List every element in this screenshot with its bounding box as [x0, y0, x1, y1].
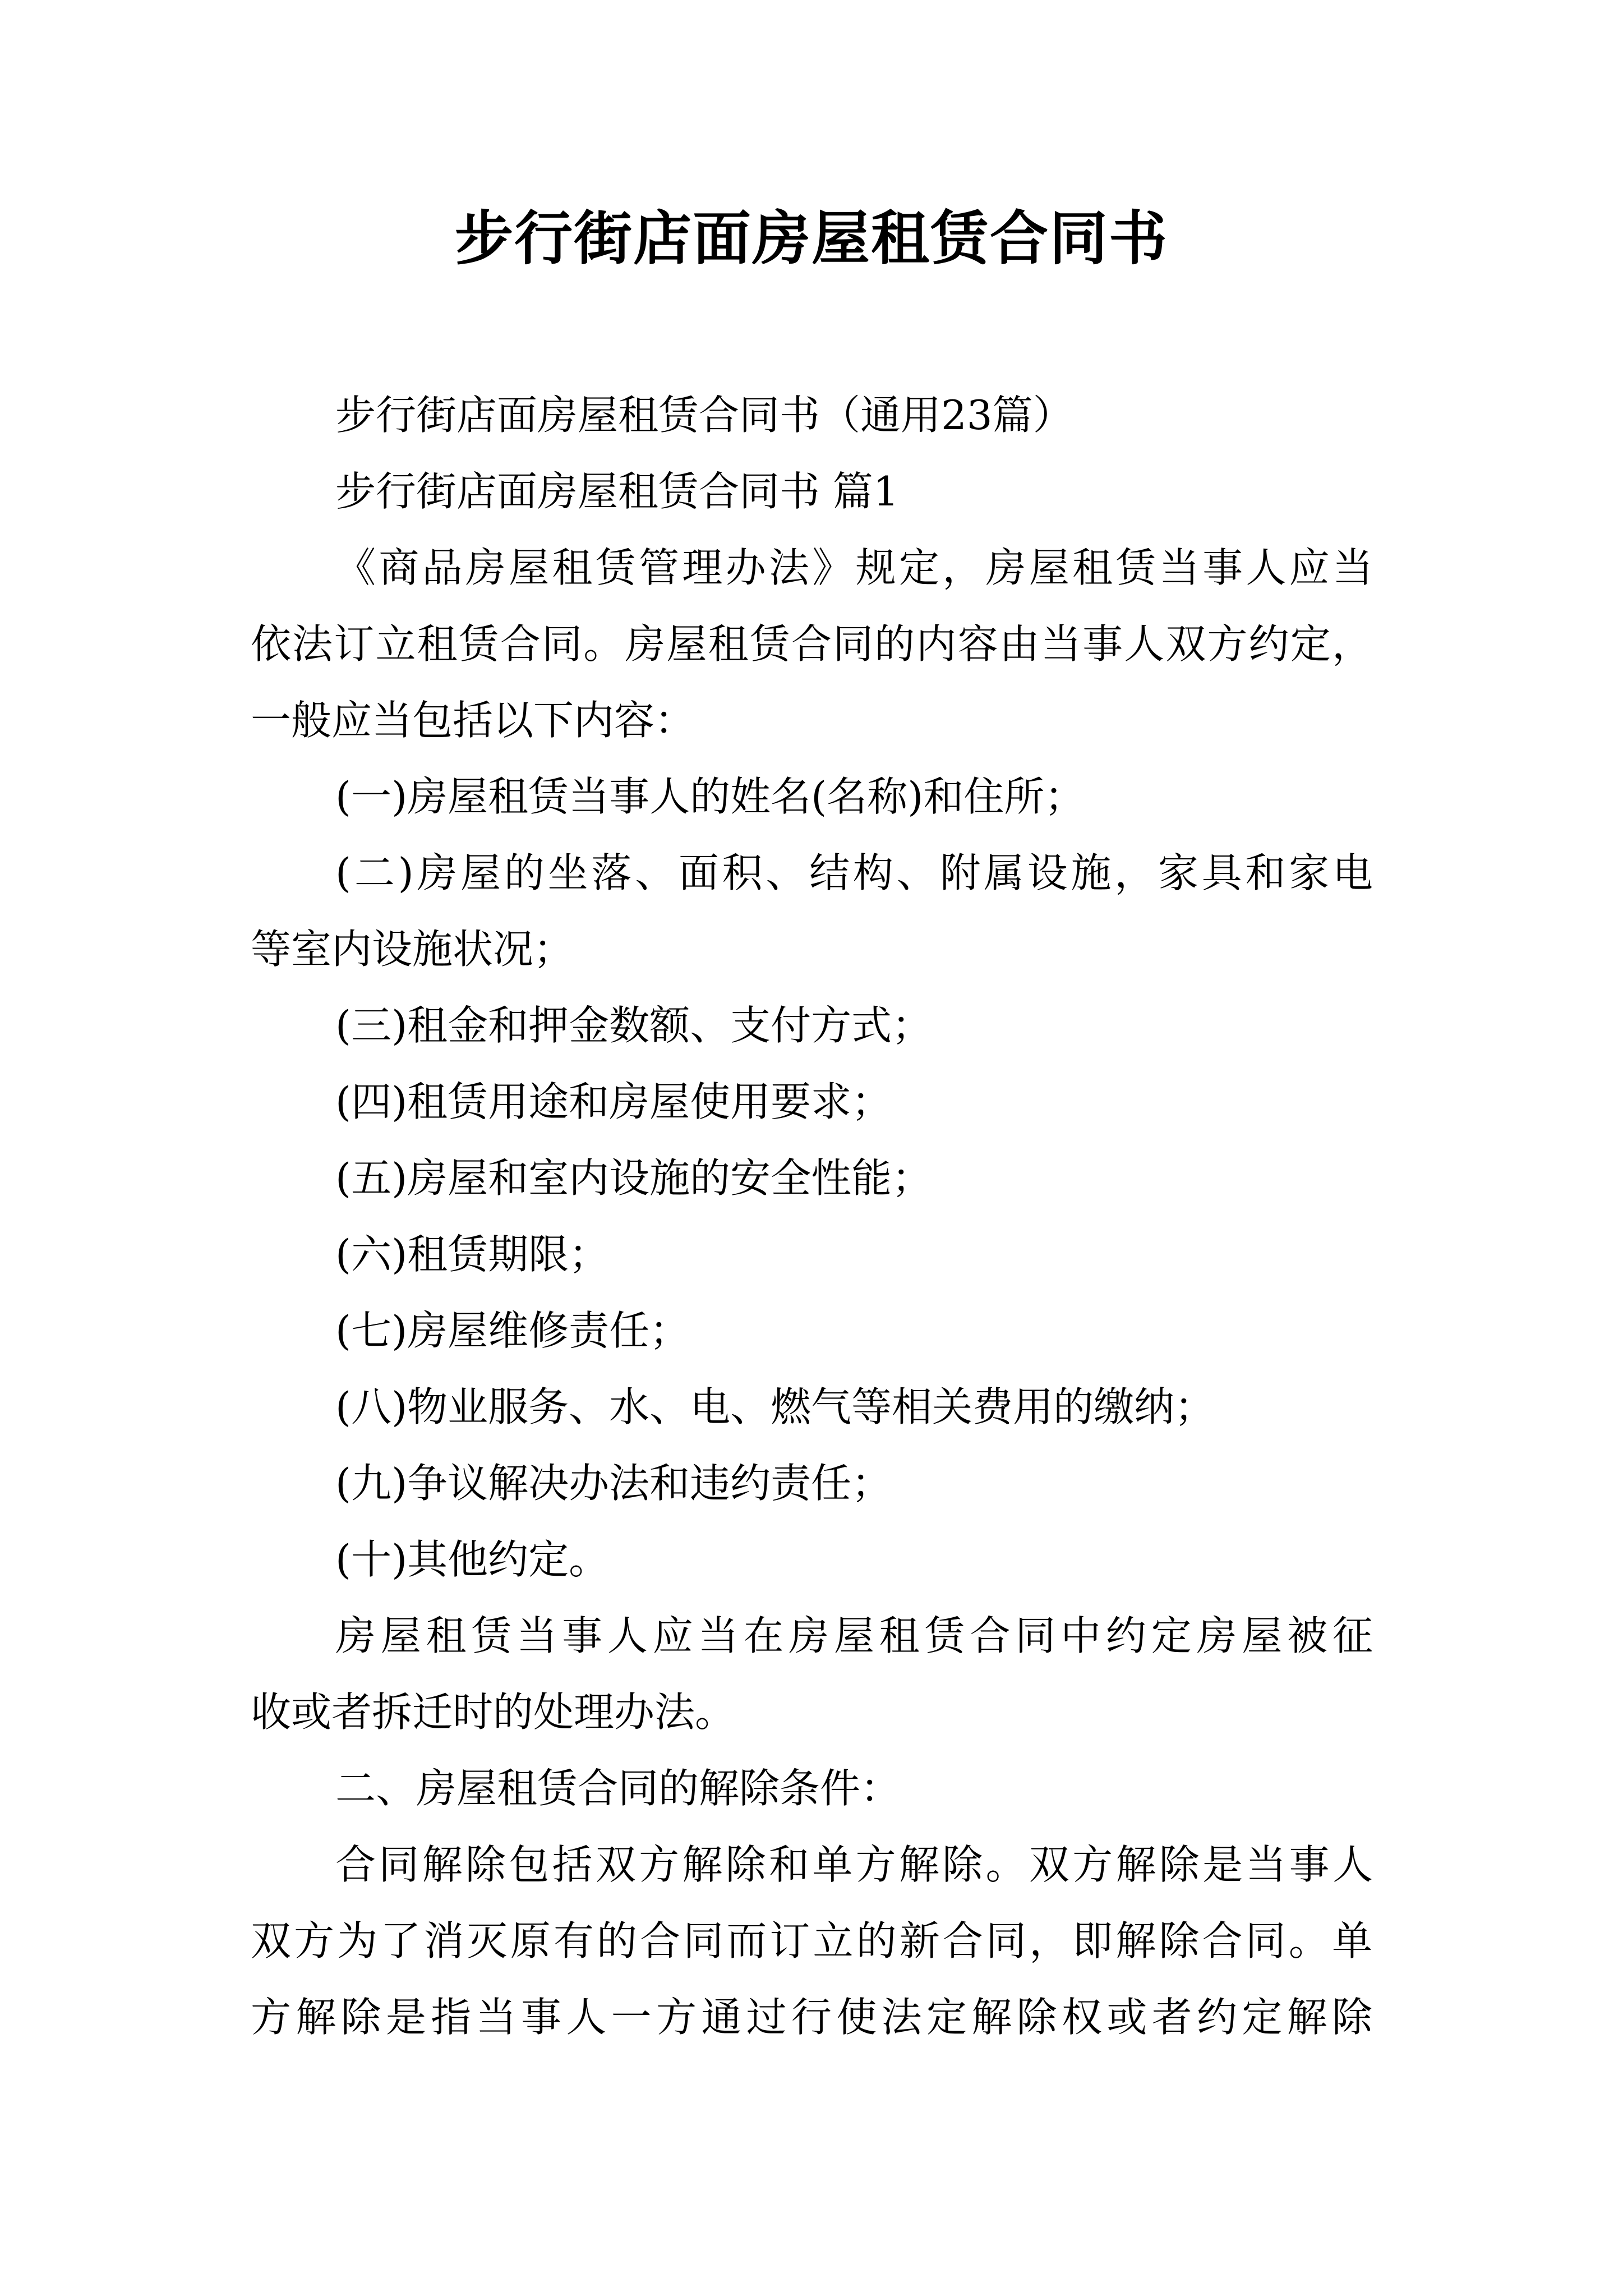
- body-line-8: 等室内设施状况；: [251, 926, 574, 973]
- body-line-20: 合同解除包括双方解除和单方解除。双方解除是当事人: [335, 1841, 1373, 1888]
- body-line-11: (五)房屋和室内设施的安全性能；: [335, 1154, 933, 1202]
- body-line-7: (二)房屋的坐落、面积、结构、附属设施，家具和家电: [335, 849, 1373, 896]
- body-line-14: (八)物业服务、水、电、燃气等相关费用的缴纳；: [335, 1383, 1215, 1430]
- body-line-15: (九)争议解决办法和违约责任；: [335, 1460, 892, 1507]
- body-line-9: (三)租金和押金数额、支付方式；: [335, 1002, 933, 1049]
- body-line-22: 方解除是指当事人一方通过行使法定解除权或者约定解除: [251, 1994, 1372, 2041]
- body-line-17: 房屋租赁当事人应当在房屋租赁合同中约定房屋被征: [335, 1612, 1373, 1659]
- body-line-6: (一)房屋租赁当事人的姓名(名称)和住所；: [335, 773, 1085, 820]
- body-line-5: 一般应当包括以下内容：: [251, 697, 695, 744]
- body-line-19: 二、房屋租赁合同的解除条件：: [335, 1765, 901, 1812]
- body-line-13: (七)房屋维修责任；: [335, 1307, 690, 1354]
- body-line-21: 双方为了消灭原有的合同而订立的新合同，即解除合同。单: [251, 1917, 1372, 1964]
- body-line-4: 依法订立租赁合同。房屋租赁合同的内容由当事人双方约定，: [251, 620, 1372, 668]
- body-line-3: 《商品房屋租赁管理办法》规定，房屋租赁当事人应当: [335, 544, 1373, 591]
- document-title: 步行街店面房屋租赁合同书: [454, 204, 1168, 273]
- body-line-16: (十)其他约定。: [335, 1536, 610, 1583]
- body-line-10: (四)租赁用途和房屋使用要求；: [335, 1078, 892, 1125]
- body-line-2: 步行街店面房屋租赁合同书 篇1: [335, 468, 899, 515]
- body-line-18: 收或者拆迁时的处理办法。: [251, 1688, 736, 1736]
- body-line-12: (六)租赁期限；: [335, 1231, 610, 1278]
- body-line-1: 步行街店面房屋租赁合同书（通用23篇）: [335, 392, 1073, 439]
